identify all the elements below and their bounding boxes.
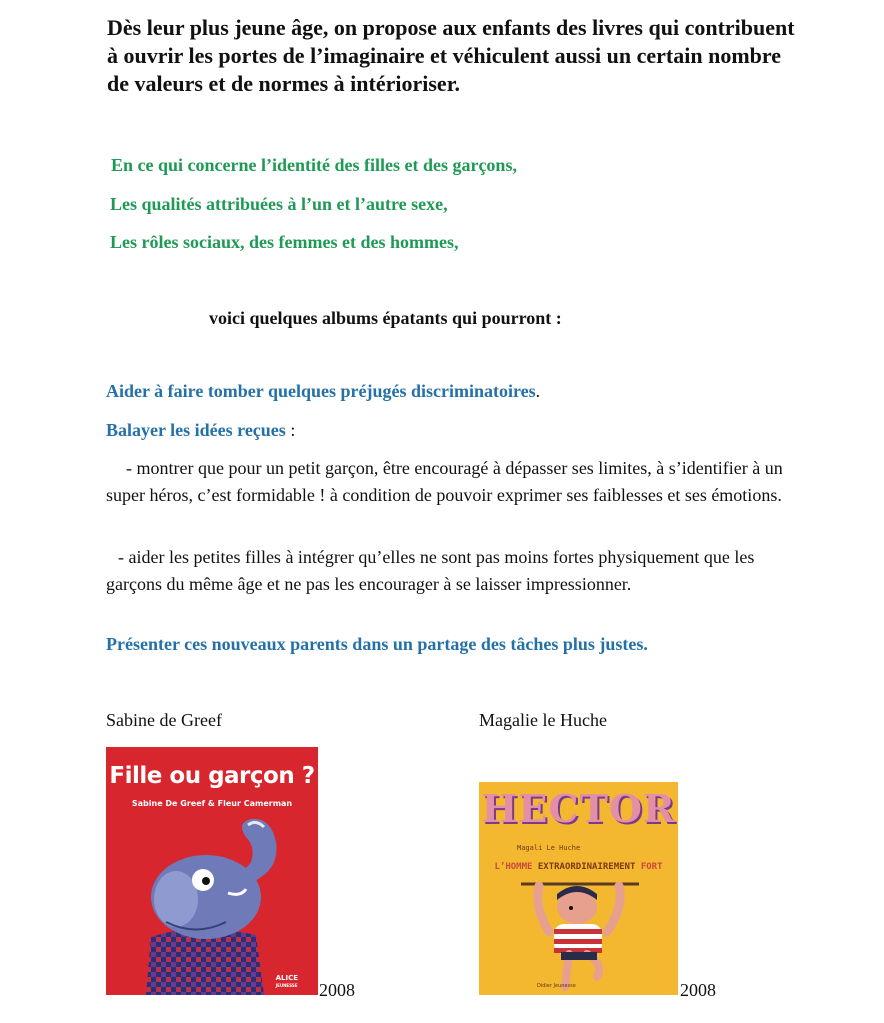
cover-publisher-logo xyxy=(276,975,298,989)
concern-roles: Les rôles sociaux, des femmes et des hommes, xyxy=(110,232,459,252)
cover-subtitle-c: FORT xyxy=(635,862,663,872)
book-cover-hector xyxy=(479,782,678,995)
goal-parents: Présenter ces nouveaux parents dans un partage des tâches plus justes. xyxy=(106,634,648,654)
book-author: Magalie le Huche xyxy=(479,710,607,730)
cover-subtitle-a: L’HOMME xyxy=(494,862,538,872)
goal-ideas-punct: : xyxy=(285,420,296,440)
cover-subtitle xyxy=(479,862,678,872)
book-author: Sabine de Greef xyxy=(106,710,222,730)
cover-publisher-sub: JEUNESSE xyxy=(275,983,298,988)
cover-subtitle-b: EXTRAORDINAIREMENT xyxy=(537,862,636,872)
goal-prejudices-punct: . xyxy=(535,381,541,401)
point-boys: - montrer que pour un petit garçon, être encouragé à dépasser ses limites, à s’identifier à un super héros, c’est formidable ! à condition de pouvoir exprimer ses faiblesses et ses émotions. xyxy=(106,458,783,505)
cover-publisher: Didier Jeunesse xyxy=(537,983,576,989)
goal-ideas xyxy=(106,420,295,441)
book-year: 2008 xyxy=(319,980,355,1000)
cover-title: Fille ou garçon ? xyxy=(109,763,315,789)
cover-publisher-name: ALICE xyxy=(275,974,298,982)
book-year: 2008 xyxy=(680,980,716,1000)
cover-author: Magali Le Huche xyxy=(517,844,581,852)
point-girls: - aider les petites filles à intégrer qu’elles ne sont pas moins fortes physiquement que les garçons du même âge et ne pas les encourager à se laisser impressionner. xyxy=(106,547,755,594)
cover-title: HECTOR xyxy=(481,786,676,831)
intro-paragraph: Dès leur plus jeune âge, on propose aux enfants des livres qui contribuent à ouvrir les portes de l’imaginaire et véhiculent aussi un certain nombre de valeurs et de normes à intérioriser. xyxy=(107,15,795,96)
goal-prejudices-text: Aider à faire tomber quelques préjugés discriminatoires xyxy=(106,381,536,401)
concern-qualities: Les qualités attribuées à l’un et l’autre sexe, xyxy=(110,194,448,214)
goal-ideas-text: Balayer les idées reçues xyxy=(106,420,286,440)
goal-prejudices xyxy=(106,381,540,402)
concern-identity: En ce qui concerne l’identité des filles et des garçons, xyxy=(111,155,517,175)
cover-authors: Sabine De Greef & Fleur Camerman xyxy=(131,799,293,808)
albums-intro: voici quelques albums épatants qui pourront : xyxy=(209,308,562,328)
book-cover-fille-ou-garcon xyxy=(106,747,318,995)
